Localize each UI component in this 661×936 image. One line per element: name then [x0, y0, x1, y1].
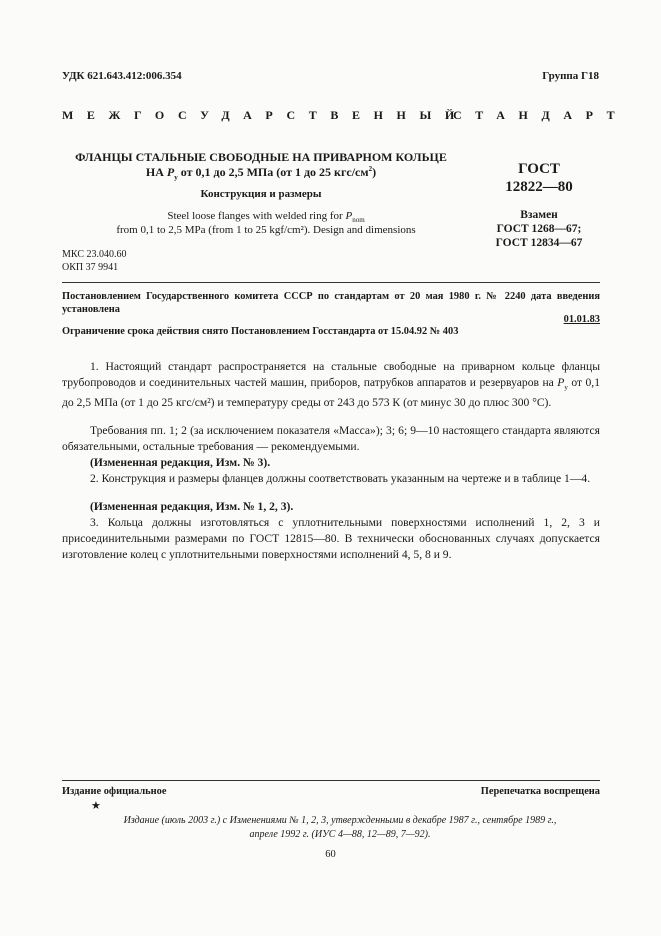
banner-right: СТАНДАРТ	[453, 108, 629, 122]
official-edition: Издание официальное	[62, 786, 167, 797]
gost-label: ГОСТ	[518, 161, 560, 177]
paragraph-4: 3. Кольца должны изготовляться с уплотнительными поверхностями исполнений 1, 2, 3 и присоединительными размерами по ГОСТ 12815—80. В технически обоснованных случаях допускается изготовление колец с уплотнительными поверхностями исполнений 4, 5, 8 и 9.	[62, 516, 600, 561]
paragraph-2: Требования пп. 1; 2 (за исключением показателя «Масса»); 3; 6; 9—10 настоящего стандарта являются обязательными, остальные требования — рекомендуемыми.	[62, 424, 600, 453]
subtitle: Конструкция и размеры	[200, 188, 322, 200]
limit-text: Ограничение срока действия снято Постановлением Госстандарта от 15.04.92 № 403	[62, 326, 459, 337]
title-line-1: ФЛАНЦЫ СТАЛЬНЫЕ СВОБОДНЫЕ НА ПРИВАРНОМ КОЛЬЦЕ	[75, 150, 447, 164]
edition-line-1: Издание (июль 2003 г.) с Изменениями № 1, 2, 3, утвержденными в декабре 1987 г., сентябре 1989 г.,	[123, 815, 557, 826]
english-title-2: from 0,1 to 2,5 MPa (from 1 to 25 kgf/cm²). Design and dimensions	[116, 224, 416, 236]
title-line-2: НА $P_у$ от 0,1 до 2,5 МПа (от 1 до 25 кгс/$см^2$)	[145, 165, 377, 182]
divider-bottom	[62, 780, 600, 781]
paragraph-1: 1. Настоящий стандарт распространяется на стальные свободные на приварном кольце фланцы трубопроводов и соединительных частей машин, приборов, патрубков аппаратов и резервуаров на $P_у$ от 0,1 до 2,5 МПа (от 1 до 25 кгс/см²) и температуру среды от 243 до 573 К (от минус 30 до плюс 300 °С).	[62, 360, 600, 410]
amendment-note-1: (Измененная редакция, Изм. № 3).	[90, 456, 271, 469]
decree-text: Постановлением Государственного комитета СССР по стандартам от 20 мая 1980 г. № 2240 дата введения установлена	[62, 291, 600, 315]
group-code: Группа Г18	[542, 70, 599, 82]
divider-top	[62, 282, 600, 283]
replaces-label: Взамен	[520, 209, 558, 221]
amendment-note-2: (Измененная редакция, Изм. № 1, 2, 3).	[90, 500, 294, 513]
okp-code: ОКП 37 9941	[62, 262, 119, 273]
reprint-prohibited: Перепечатка воспрещена	[480, 786, 600, 797]
page-number: 60	[325, 849, 336, 860]
gost-number: 12822—80	[505, 179, 573, 195]
replaces-block	[484, 208, 594, 250]
mks-code: МКС 23.040.60	[62, 249, 127, 260]
banner-left: МЕЖГОСУДАРСТВЕННЫЙ	[62, 108, 468, 122]
edition-line-2: апреле 1992 г. (ИУС 4—88, 12—89, 7—92).	[249, 829, 431, 840]
paragraph-3: 2. Конструкция и размеры фланцев должны соответствовать указанным на чертеже и в таблице 1—4.	[90, 472, 591, 485]
replaces-1: ГОСТ 1268—67;	[496, 223, 582, 235]
replaces-2: ГОСТ 12834—67	[495, 237, 583, 249]
english-title-1: Steel loose flanges with welded ring for $P_{nom}$	[167, 210, 365, 225]
star-icon: ★	[91, 800, 101, 812]
udk-code: УДК 621.643.412:006.354	[62, 70, 182, 82]
decree-date: 01.01.83	[563, 314, 600, 325]
